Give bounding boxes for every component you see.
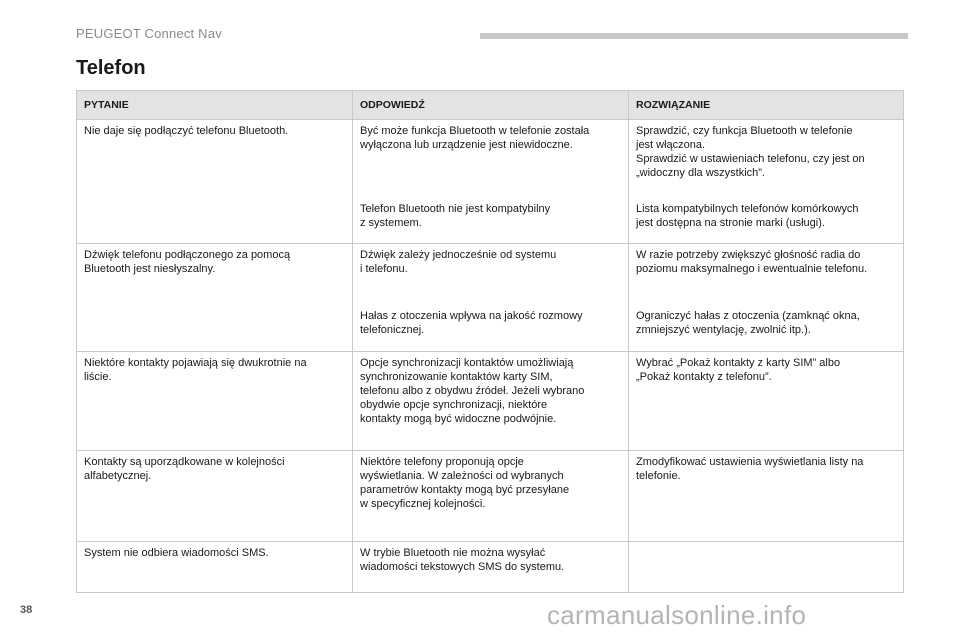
solution-text: Zmodyfikować ustawienia wyświetlania listy na telefonie. — [636, 456, 864, 482]
solution-cell — [629, 120, 904, 198]
solution-text: Ograniczyć hałas z otoczenia (zamknąć okna, zmniejszyć wentylację, zwolnić itp.). — [636, 309, 860, 336]
solution-text: Lista kompatybilnych telefonów komórkowych jest dostępna na stronie marki (usługi). — [636, 202, 859, 229]
question-text: System nie odbiera wiadomości SMS. — [84, 547, 269, 559]
page-title: Telefon — [76, 57, 146, 79]
answer-cell — [353, 352, 629, 451]
answer-text: Dźwięk zależy jednocześnie od systemu i telefonu. — [360, 249, 557, 275]
solution-cell — [629, 352, 904, 451]
column-header-answer: ODPOWIEDŹ — [353, 91, 629, 120]
answer-cell — [353, 120, 629, 198]
answer-text: Hałas z otoczenia wpływa na jakość rozmowy telefonicznej. — [360, 309, 583, 336]
answer-cell — [353, 451, 629, 542]
answer-cell — [353, 244, 629, 305]
page-number: 38 — [20, 604, 33, 616]
table-row — [77, 120, 904, 198]
solution-text: Sprawdzić, czy funkcja Bluetooth w telefonie jest włączona. Sprawdzić w ustawieniach telefonu, czy jest on „widoczny dla wszystkich”. — [636, 125, 865, 179]
solution-cell — [629, 451, 904, 542]
answer-text: Niektóre telefony proponują opcje wyświetlania. W zależności od wybranych parametrów kontakty mogą być przesyłane w specyficznej kolejności. — [360, 456, 570, 510]
question-text: Kontakty są uporządkowane w kolejności alfabetycznej. — [84, 456, 285, 482]
answer-text: Opcje synchronizacji kontaktów umożliwiają synchronizowanie kontaktów karty SIM, telefonu albo z obydwu źródeł. Jeżeli wybrano obydwie opcje synchronizacji, niektóre kontakty mogą być widoczne podwójnie. — [360, 357, 585, 425]
answer-text: W trybie Bluetooth nie można wysyłać wiadomości tekstowych SMS do systemu. — [360, 547, 565, 573]
faq-table — [76, 90, 904, 593]
answer-cell — [353, 305, 629, 352]
answer-cell — [353, 542, 629, 593]
table-row — [77, 451, 904, 542]
question-cell — [77, 451, 353, 542]
solution-cell — [629, 244, 904, 305]
watermark: carmanualsonline.info — [547, 600, 807, 630]
table-row — [77, 305, 904, 352]
question-cell — [77, 120, 353, 198]
answer-cell — [353, 198, 629, 244]
question-cell — [77, 244, 353, 305]
column-header-solution: ROZWIĄZANIE — [629, 91, 904, 120]
table-row — [77, 244, 904, 305]
table-row — [77, 198, 904, 244]
solution-cell — [629, 542, 904, 593]
table-row — [77, 352, 904, 451]
header-title: PEUGEOT Connect Nav — [76, 26, 222, 41]
solution-text: Wybrać „Pokaż kontakty z karty SIM” albo „Pokaż kontakty z telefonu”. — [636, 357, 841, 383]
question-cell — [77, 305, 353, 352]
table-header-row — [77, 91, 904, 120]
question-cell — [77, 352, 353, 451]
question-text: Nie daje się podłączyć telefonu Bluetooth. — [84, 125, 289, 137]
table-row — [77, 542, 904, 593]
question-text: Niektóre kontakty pojawiają się dwukrotnie na liście. — [84, 357, 307, 383]
header-rule — [480, 33, 908, 39]
column-header-question: PYTANIE — [77, 91, 353, 120]
solution-text: W razie potrzeby zwiększyć głośność radia do poziomu maksymalnego i ewentualnie telefonu. — [636, 249, 868, 275]
answer-text: Być może funkcja Bluetooth w telefonie została wyłączona lub urządzenie jest niewidoczne. — [360, 125, 590, 151]
answer-text: Telefon Bluetooth nie jest kompatybilny z systemem. — [360, 202, 551, 229]
solution-cell — [629, 305, 904, 352]
solution-cell — [629, 198, 904, 244]
question-text: Dźwięk telefonu podłączonego za pomocą Bluetooth jest niesłyszalny. — [84, 249, 291, 275]
question-cell — [77, 542, 353, 593]
question-cell — [77, 198, 353, 244]
